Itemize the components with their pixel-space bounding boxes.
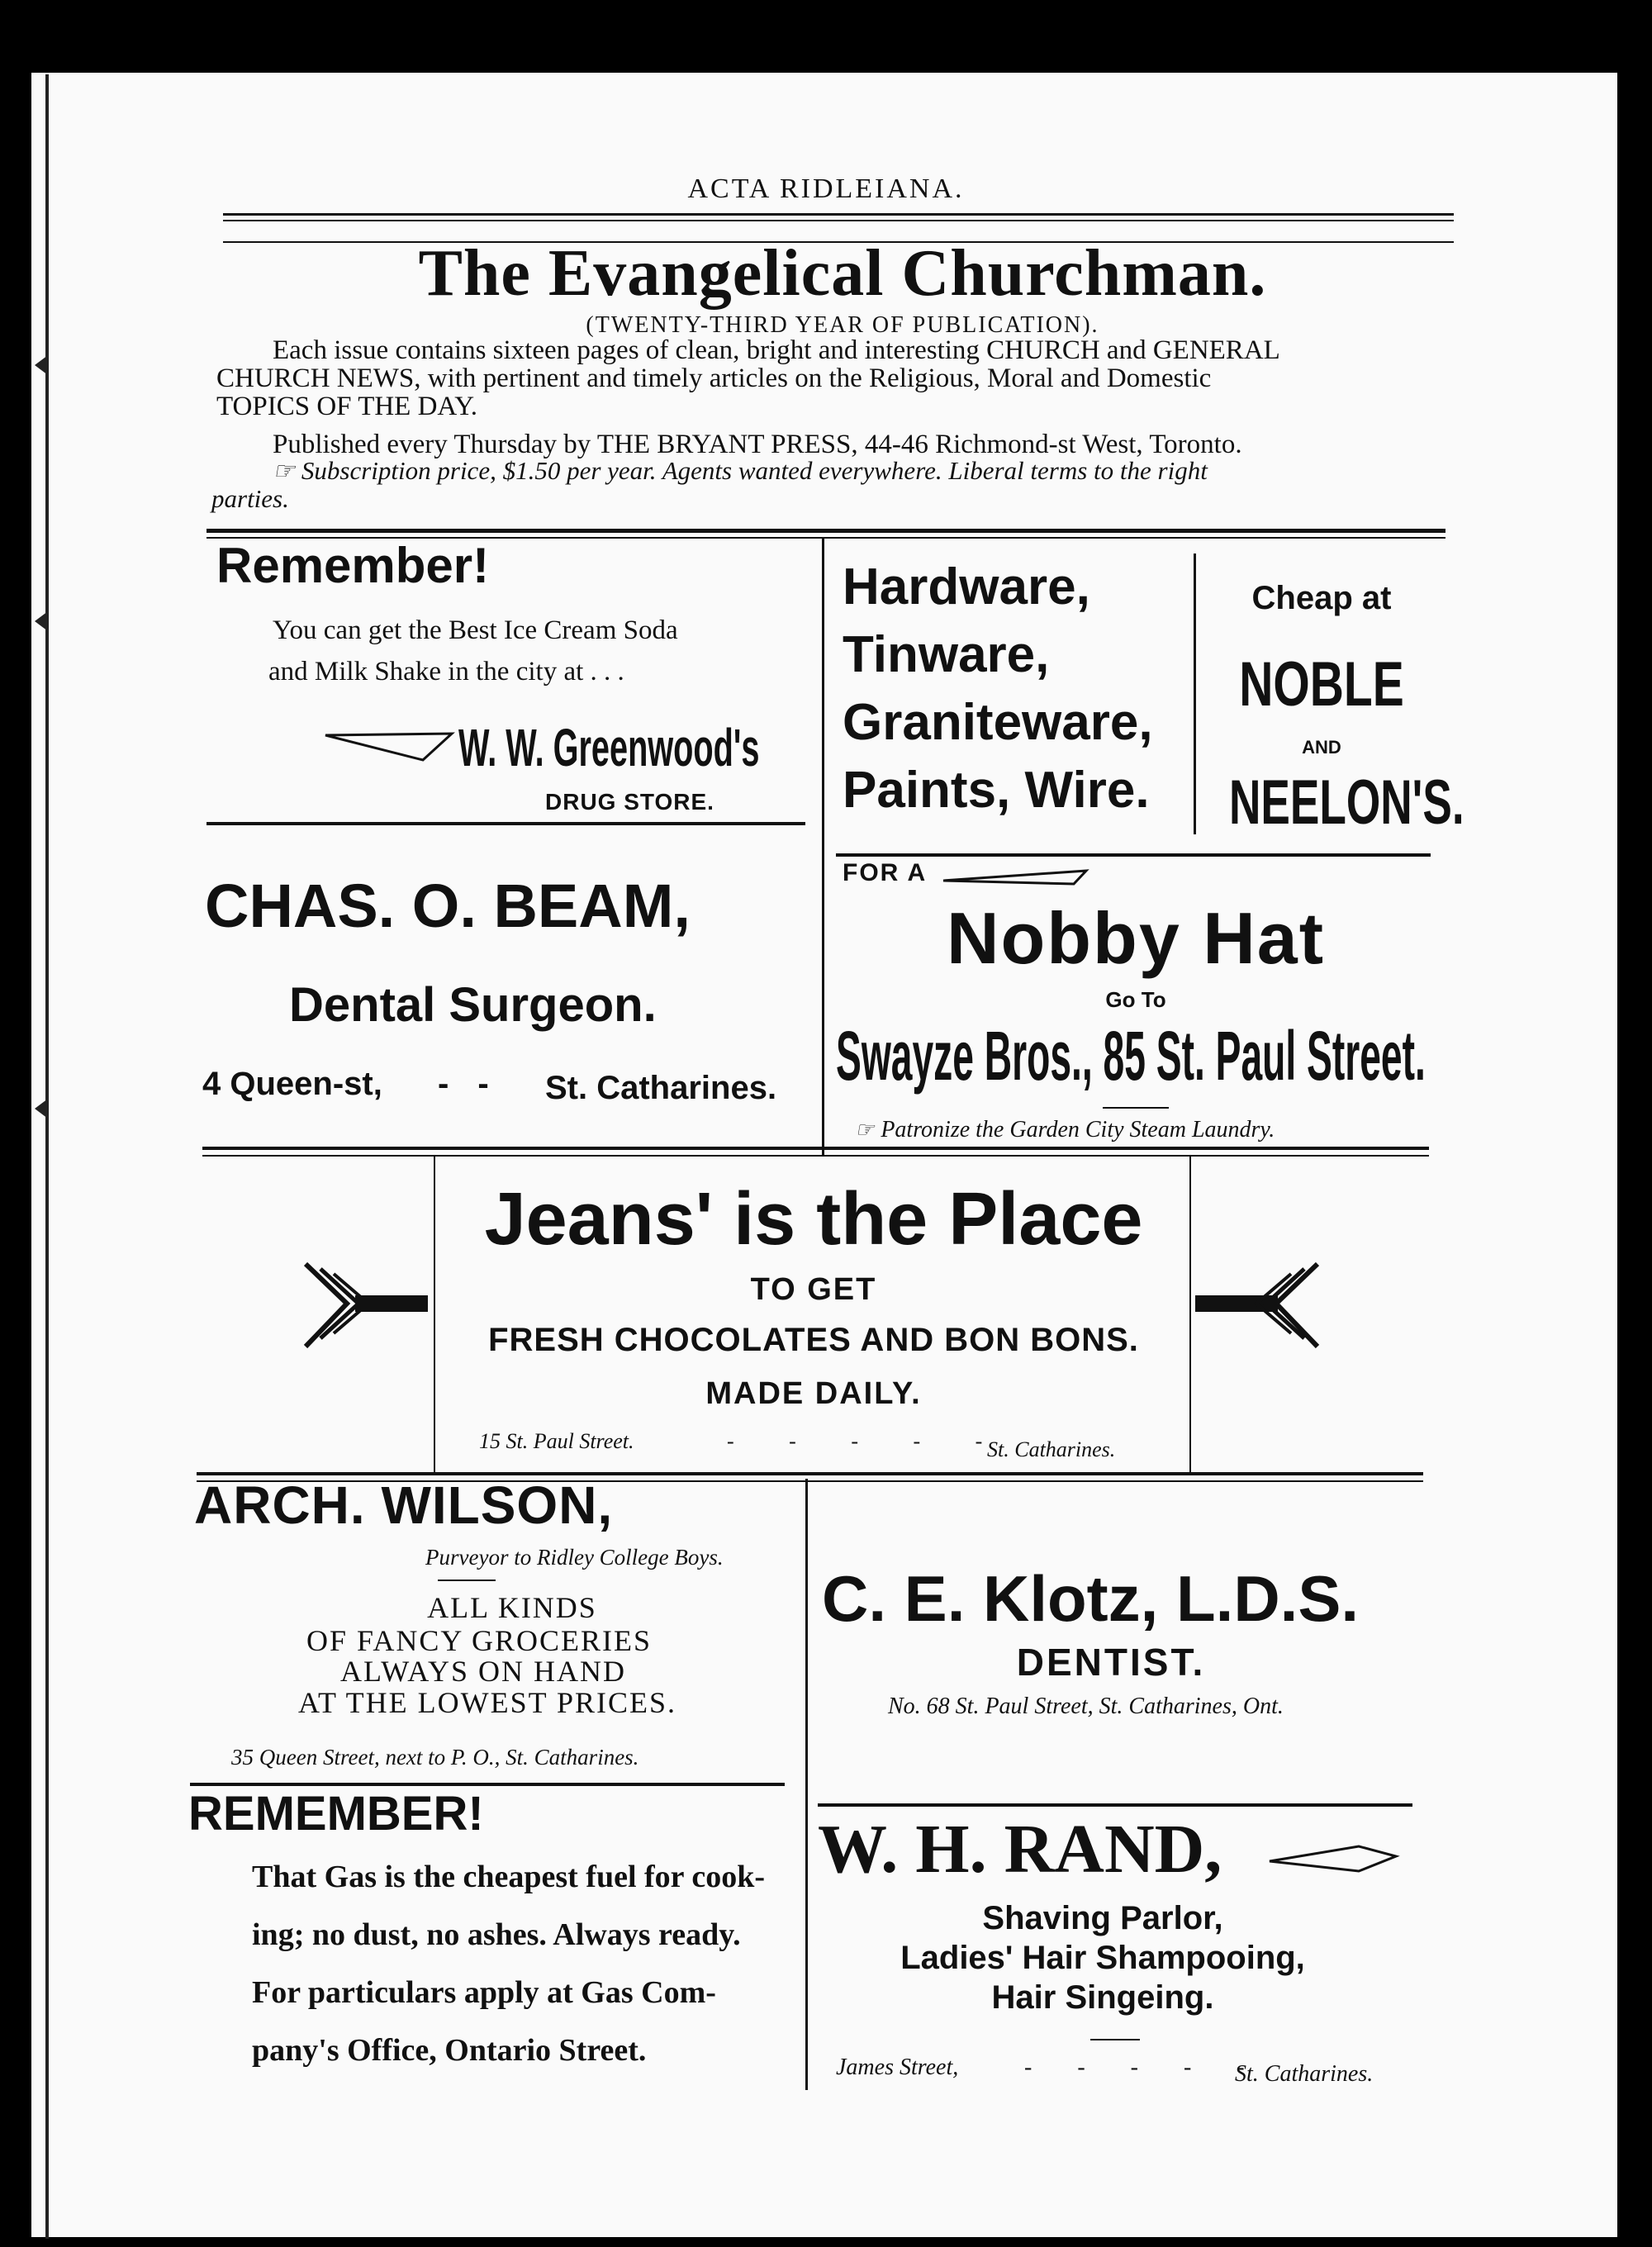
- running-title: ACTA RIDLEIANA.: [687, 173, 965, 204]
- wilson-name: ARCH. WILSON,: [194, 1475, 614, 1535]
- section-rule: [202, 1155, 1429, 1157]
- rand-name: W. H. RAND,: [818, 1811, 1222, 1888]
- hardware-line: Paints, Wire.: [843, 762, 1150, 819]
- pointer-flourish-icon: [1268, 1838, 1400, 1879]
- gas-line: ing; no dust, no ashes. Always ready.: [252, 1917, 741, 1952]
- neelon-name: NEELON'S.: [1229, 767, 1464, 838]
- churchman-line: Each issue contains sixteen pages of clean, bright and interesting CHURCH and GENERAL: [273, 335, 1280, 365]
- header-rule: [223, 213, 1454, 216]
- section-rule: [836, 853, 1431, 857]
- gas-line: pany's Office, Ontario Street.: [252, 2033, 647, 2068]
- churchman-subtitle: (TWENTY-THIRD YEAR OF PUBLICATION).: [586, 312, 1099, 338]
- churchman-line: CHURCH NEWS, with pertinent and timely articles on the Religious, Moral and Domestic: [216, 363, 1212, 393]
- rand-line: Ladies' Hair Shampooing,: [900, 1940, 1305, 1976]
- rand-line: Shaving Parlor,: [982, 1900, 1223, 1936]
- swayze-note: ☞ Patronize the Garden City Steam Laundry.: [855, 1117, 1275, 1143]
- pointer-flourish-icon: [942, 866, 1090, 891]
- section-rule: [206, 822, 805, 825]
- beam-title: Dental Surgeon.: [289, 978, 657, 1032]
- column-rule: [822, 537, 824, 1157]
- wilson-sub: Purveyor to Ridley College Boys.: [425, 1545, 724, 1570]
- wilson-address: 35 Queen Street, next to P. O., St. Catharines.: [231, 1745, 639, 1770]
- greenwood-name: W. W. Greenwood's: [458, 718, 760, 777]
- decorative-arrow-left-icon: [297, 1256, 430, 1355]
- swayze-headline: Nobby Hat: [947, 897, 1325, 979]
- binding-edge: [45, 74, 49, 2239]
- section-rule: [206, 529, 1446, 533]
- short-rule: [438, 1580, 496, 1581]
- beam-city: St. Catharines.: [545, 1070, 777, 1106]
- pointing-hand-icon: ☞: [855, 1118, 875, 1142]
- klotz-name: C. E. Klotz, L.D.S.: [822, 1562, 1360, 1635]
- churchman-subscription: ☞ Subscription price, $1.50 per year. Agents wanted everywhere. Liberal terms to the right: [273, 456, 1208, 485]
- wilson-line: ALWAYS ON HAND: [339, 1655, 626, 1688]
- rand-line: Hair Singeing.: [991, 1979, 1214, 2016]
- beam-address: 4 Queen-st,: [202, 1066, 382, 1102]
- swayze-for-a: FOR A: [843, 859, 928, 886]
- jeans-city: St. Catharines.: [987, 1437, 1116, 1461]
- hardware-line: Tinware,: [843, 626, 1050, 683]
- wilson-line: OF FANCY GROCERIES: [306, 1624, 653, 1657]
- box-rule: [1189, 1157, 1191, 1475]
- hardware-line: Hardware,: [843, 558, 1090, 615]
- jeans-headline: Jeans' is the Place: [484, 1178, 1143, 1261]
- gas-line: For particulars apply at Gas Com-: [252, 1975, 716, 2010]
- section-rule: [202, 1147, 1429, 1150]
- churchman-line: parties.: [211, 484, 289, 513]
- noble-line1: Cheap at: [1251, 580, 1392, 616]
- pointer-flourish-icon: [324, 727, 456, 768]
- rand-city: St. Catharines.: [1235, 2061, 1374, 2087]
- klotz-title: DENTIST.: [1016, 1641, 1206, 1684]
- swayze-go-to: Go To: [1105, 987, 1166, 1012]
- jeans-line: FRESH CHOCOLATES AND BON BONS.: [488, 1322, 1139, 1358]
- rand-address: James Street,: [836, 2055, 959, 2080]
- section-rule: [818, 1803, 1412, 1807]
- short-rule: [1090, 2039, 1140, 2040]
- churchman-line: TOPICS OF THE DAY.: [216, 392, 478, 421]
- greenwood-sub: DRUG STORE.: [545, 789, 714, 815]
- churchman-title: The Evangelical Churchman.: [418, 237, 1267, 310]
- hardware-lines: [843, 553, 1153, 824]
- noble-name: NOBLE: [1239, 649, 1404, 720]
- binding-notch: [35, 611, 48, 631]
- greenwood-line: You can get the Best Ice Cream Soda: [273, 615, 678, 645]
- gas-heading: REMEMBER!: [188, 1787, 484, 1841]
- wilson-line: AT THE LOWEST PRICES.: [297, 1686, 677, 1719]
- column-rule: [1194, 553, 1196, 834]
- noble-and: AND: [1302, 737, 1341, 758]
- jeans-line: MADE DAILY.: [705, 1376, 922, 1411]
- jeans-address: 15 St. Paul Street.: [479, 1429, 634, 1453]
- hardware-line: Graniteware,: [843, 694, 1153, 751]
- swayze-name: Swayze Bros., 85 St. Paul Street.: [836, 1017, 1426, 1095]
- greenwood-heading: Remember!: [216, 538, 490, 593]
- short-rule: [1103, 1107, 1169, 1109]
- pointing-hand-icon: ☞: [273, 458, 295, 485]
- binding-notch: [35, 355, 48, 375]
- box-rule: [434, 1157, 435, 1475]
- decorative-arrow-right-icon: [1194, 1256, 1334, 1355]
- churchman-line: Published every Thursday by THE BRYANT PRESS, 44-46 Richmond-st West, Toronto.: [273, 430, 1242, 459]
- header-rule: [223, 220, 1454, 221]
- greenwood-line: and Milk Shake in the city at . . .: [268, 657, 624, 686]
- gas-line: That Gas is the cheapest fuel for cook-: [252, 1860, 765, 1894]
- rand-dashes: - - - - -: [1024, 2055, 1265, 2080]
- jeans-dashes: - - - - -: [727, 1429, 1008, 1453]
- jeans-line: TO GET: [750, 1272, 877, 1307]
- beam-name: CHAS. O. BEAM,: [205, 872, 691, 940]
- column-rule: [805, 1479, 808, 2090]
- wilson-line: ALL KINDS: [427, 1591, 597, 1624]
- beam-dashes: - -: [438, 1066, 499, 1102]
- binding-notch: [35, 1099, 48, 1119]
- klotz-address: No. 68 St. Paul Street, St. Catharines, Ont.: [888, 1694, 1284, 1719]
